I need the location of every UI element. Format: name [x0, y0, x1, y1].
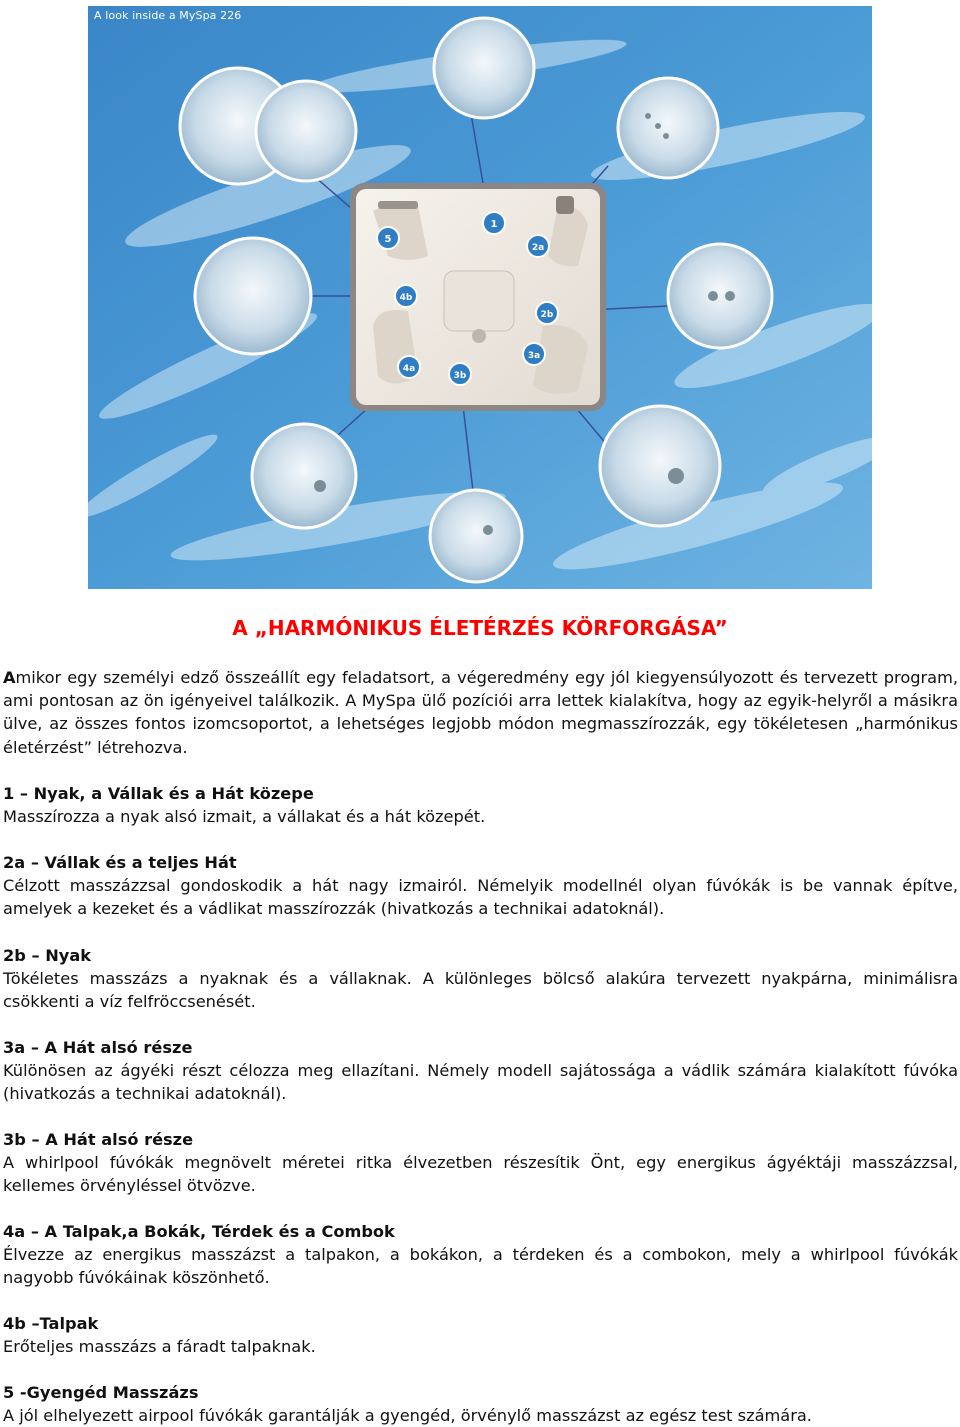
section-text: A whirlpool fúvókák megnövelt méretei ritka élvezetben részesítik Önt, egy energikus ágyéktáji masszázzsal, kellemes örvényléssel ötvözve. — [3, 1153, 958, 1196]
section-heading: 4a – A Talpak,a Bokák, Térdek és a Combok — [3, 1222, 395, 1241]
section-heading: 3b – A Hát alsó része — [3, 1130, 194, 1149]
section-heading: 5 -Gyengéd Masszázs — [3, 1383, 199, 1402]
section-3b — [3, 1128, 958, 1198]
section-text: Különösen az ágyéki részt célozza meg ellazítani. Némely modell sajátossága a vádlik számára kialakított fúvóka (hivatkozás a technikai adatoknál). — [3, 1061, 958, 1104]
spa-diagram — [88, 6, 872, 589]
detail-circle-4a — [252, 424, 356, 528]
svg-text:1: 1 — [490, 219, 498, 230]
svg-text:2a: 2a — [531, 243, 545, 253]
intro-paragraph — [3, 666, 958, 759]
page-title: A „HARMÓNIKUS ÉLETÉRZÉS KÖRFORGÁSA” — [232, 616, 728, 640]
svg-text:5: 5 — [384, 234, 392, 245]
section-text: A jól elhelyezett airpool fúvókák garantálják a gyengéd, örvénylő masszázst az egész test számára. — [3, 1406, 812, 1426]
badge-5 — [377, 227, 399, 249]
section-text: Célzott masszázzsal gondoskodik a hát nagy izmairól. Némelyik modellnél olyan fúvókák is be vannak építve, amelyek a kezeket és a vádlikat masszírozzák (hivatkozás a technikai adatoknál). — [3, 876, 958, 919]
section-4b — [3, 1312, 958, 1358]
badge-3b — [449, 363, 471, 385]
detail-circle-2a — [618, 78, 718, 178]
detail-circle-1 — [434, 18, 534, 118]
section-2a — [3, 851, 958, 921]
spa-diagram-figure — [88, 6, 872, 589]
section-heading: 2a – Vállak és a teljes Hát — [3, 853, 237, 872]
badge-2b — [536, 302, 558, 324]
section-heading: 3a – A Hát alsó része — [3, 1038, 193, 1057]
section-2b — [3, 944, 958, 1014]
section-heading: 2b – Nyak — [3, 946, 92, 965]
section-4a — [3, 1220, 958, 1290]
detail-circle-1-alt — [256, 81, 356, 181]
section-text: Erőteljes masszázs a fáradt talpaknak. — [3, 1337, 316, 1357]
detail-circle-3a — [600, 406, 720, 526]
section-text: Tökéletes masszázs a nyaknak és a vállaknak. A különleges bölcső alakúra tervezett nyakpárna, minimálisra csökkenti a víz felfröccsenését. — [3, 969, 958, 1012]
intro-first-letter: A — [3, 668, 16, 687]
svg-text:3b: 3b — [453, 371, 467, 381]
detail-circle-2b — [668, 244, 772, 348]
badge-4a — [398, 356, 420, 378]
badge-3a — [523, 343, 545, 365]
figure-caption: A look inside a MySpa 226 — [94, 9, 242, 22]
badge-2a — [527, 235, 549, 257]
section-heading: 4b –Talpak — [3, 1314, 99, 1333]
svg-text:2b: 2b — [540, 310, 554, 320]
spa-tub — [350, 183, 606, 411]
section-1 — [3, 782, 958, 828]
badge-4b — [395, 285, 417, 307]
section-text: Élvezze az energikus masszázst a talpakon, a bokákon, a térdeken és a combokon, mely a whirlpool fúvókák nagyobb fúvókáinak köszönhető. — [3, 1245, 958, 1288]
section-text: Masszírozza a nyak alsó izmait, a vállakat és a hát közepét. — [3, 807, 486, 827]
svg-text:3a: 3a — [527, 351, 541, 361]
section-3a — [3, 1036, 958, 1106]
section-heading: 1 – Nyak, a Vállak és a Hát közepe — [3, 784, 314, 803]
detail-circle-4b — [195, 238, 311, 354]
svg-text:4b: 4b — [399, 293, 413, 303]
intro-text: mikor egy személyi edző összeállít egy feladatsort, a végeredmény egy jól kiegyensúlyozott és tervezett program, ami pontosan az ön igényeivel találkozik. A MySpa ülő pozíciói arra lettek kialakítva, hogy az egyik-helyről a másikra ülve, az összes fontos izomcsoportot, a lehetséges legjobb módon megmasszírozzák, egy tökéletesen „harmónikus életérzést” létrehozva. — [3, 668, 958, 757]
detail-circle-3b — [430, 490, 522, 582]
badge-1 — [483, 212, 505, 234]
svg-text:4a: 4a — [402, 364, 416, 374]
section-5 — [3, 1381, 958, 1427]
